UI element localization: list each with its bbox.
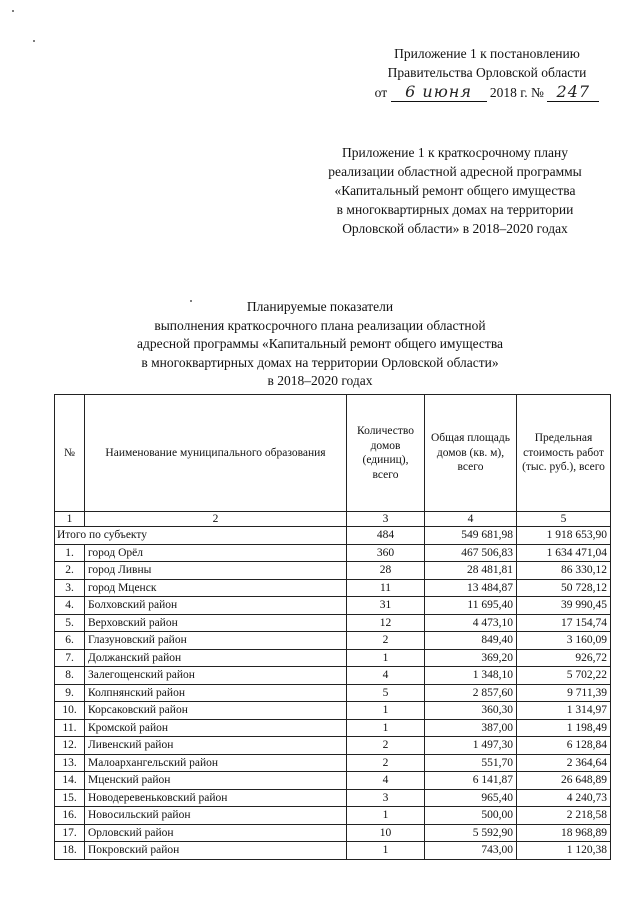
row-house-count: 360 <box>347 544 425 562</box>
row-max-cost: 1 314,97 <box>517 702 611 720</box>
row-house-count: 31 <box>347 597 425 615</box>
row-number: 3. <box>55 579 85 597</box>
row-number: 14. <box>55 772 85 790</box>
row-number: 16. <box>55 807 85 825</box>
row-municipality-name: Залегощенский район <box>85 667 347 685</box>
table-row <box>55 789 611 807</box>
row-max-cost: 926,72 <box>517 649 611 667</box>
row-number: 18. <box>55 842 85 860</box>
indicators-table <box>54 394 611 860</box>
handwritten-date: 6 июня <box>391 82 487 102</box>
table-row <box>55 544 611 562</box>
total-area: 549 681,98 <box>425 527 517 545</box>
table-row <box>55 597 611 615</box>
attachment-plan-line: Орловской области» в 2018–2020 годах <box>342 221 568 236</box>
table-row <box>55 719 611 737</box>
row-total-area: 551,70 <box>425 754 517 772</box>
table-row <box>55 667 611 685</box>
row-max-cost: 3 160,09 <box>517 632 611 650</box>
row-number: 2. <box>55 562 85 580</box>
row-number: 17. <box>55 824 85 842</box>
row-max-cost: 6 128,84 <box>517 737 611 755</box>
row-house-count: 2 <box>347 754 425 772</box>
row-house-count: 11 <box>347 579 425 597</box>
attachment-plan-line: в многоквартирных домах на территории <box>336 202 574 217</box>
row-municipality-name: Колпнянский район <box>85 684 347 702</box>
row-max-cost: 18 968,89 <box>517 824 611 842</box>
row-max-cost: 26 648,89 <box>517 772 611 790</box>
row-house-count: 1 <box>347 649 425 667</box>
table-row <box>55 614 611 632</box>
row-municipality-name: Мценский район <box>85 772 347 790</box>
row-max-cost: 5 702,22 <box>517 667 611 685</box>
table-row <box>55 632 611 650</box>
row-municipality-name: Верховский район <box>85 614 347 632</box>
total-row <box>55 527 611 545</box>
attachment-plan-block <box>305 143 605 238</box>
table-header-row <box>55 395 611 512</box>
table-row <box>55 842 611 860</box>
row-max-cost: 86 330,12 <box>517 562 611 580</box>
row-number: 10. <box>55 702 85 720</box>
row-house-count: 5 <box>347 684 425 702</box>
row-total-area: 4 473,10 <box>425 614 517 632</box>
row-total-area: 13 484,87 <box>425 579 517 597</box>
header-cost: Предельная стоимость работ (тыс. руб.), всего <box>517 395 611 512</box>
table-row <box>55 754 611 772</box>
row-municipality-name: город Ливны <box>85 562 347 580</box>
row-max-cost: 4 240,73 <box>517 789 611 807</box>
row-house-count: 28 <box>347 562 425 580</box>
title-line: адресной программы «Капитальный ремонт общего имущества <box>136 336 504 351</box>
row-total-area: 1 497,30 <box>425 737 517 755</box>
row-municipality-name: Кромской район <box>85 719 347 737</box>
row-total-area: 6 141,87 <box>425 772 517 790</box>
attachment-line-1: Приложение 1 к постановлению <box>394 46 580 61</box>
table-row <box>55 772 611 790</box>
title-line: выполнения краткосрочного плана реализации областной <box>154 317 486 333</box>
row-house-count: 2 <box>347 632 425 650</box>
row-municipality-name: город Орёл <box>85 544 347 562</box>
row-municipality-name: Должанский район <box>85 649 347 667</box>
row-total-area: 11 695,40 <box>425 597 517 615</box>
row-number: 13. <box>55 754 85 772</box>
title-line: в 2018–2020 годах <box>267 373 373 388</box>
row-municipality-name: Глазуновский район <box>85 632 347 650</box>
row-municipality-name: Ливенский район <box>85 737 347 755</box>
row-max-cost: 1 120,38 <box>517 842 611 860</box>
row-number: 8. <box>55 667 85 685</box>
table-row <box>55 562 611 580</box>
attachment-resolution-block <box>362 44 612 102</box>
row-total-area: 849,40 <box>425 632 517 650</box>
row-house-count: 2 <box>347 737 425 755</box>
row-municipality-name: Болховский район <box>85 597 347 615</box>
row-number: 4. <box>55 597 85 615</box>
row-total-area: 2 857,60 <box>425 684 517 702</box>
column-number: 4 <box>425 512 517 527</box>
table-row <box>55 737 611 755</box>
row-total-area: 467 506,83 <box>425 544 517 562</box>
table-row <box>55 684 611 702</box>
row-number: 6. <box>55 632 85 650</box>
row-total-area: 500,00 <box>425 807 517 825</box>
row-municipality-name: город Мценск <box>85 579 347 597</box>
column-numbers-row <box>55 512 611 527</box>
row-max-cost: 2 364,64 <box>517 754 611 772</box>
row-municipality-name: Покровский район <box>85 842 347 860</box>
header-area: Общая площадь домов (кв. м), всего <box>425 395 517 512</box>
row-house-count: 4 <box>347 772 425 790</box>
table-row <box>55 702 611 720</box>
title-line: Планируемые показатели <box>246 299 394 314</box>
scan-speck <box>12 10 14 12</box>
row-max-cost: 50 728,12 <box>517 579 611 597</box>
row-total-area: 28 481,81 <box>425 562 517 580</box>
total-cost: 1 918 653,90 <box>517 527 611 545</box>
table-row <box>55 824 611 842</box>
row-number: 12. <box>55 737 85 755</box>
row-max-cost: 17 154,74 <box>517 614 611 632</box>
row-number: 1. <box>55 544 85 562</box>
row-municipality-name: Орловский район <box>85 824 347 842</box>
column-number: 3 <box>347 512 425 527</box>
date-prefix: от <box>374 85 388 100</box>
attachment-date-line <box>362 82 612 102</box>
row-house-count: 4 <box>347 667 425 685</box>
row-house-count: 12 <box>347 614 425 632</box>
row-municipality-name: Новодеревеньковский район <box>85 789 347 807</box>
attachment-plan-line: Приложение 1 к краткосрочному плану <box>342 145 568 160</box>
row-total-area: 1 348,10 <box>425 667 517 685</box>
title-line: в многоквартирных домах на территории Орловской области» <box>141 354 499 370</box>
header-name: Наименование муниципального образования <box>85 395 347 512</box>
table-row <box>55 649 611 667</box>
document-title <box>110 298 530 391</box>
row-house-count: 1 <box>347 702 425 720</box>
row-max-cost: 1 634 471,04 <box>517 544 611 562</box>
row-number: 9. <box>55 684 85 702</box>
table-row <box>55 579 611 597</box>
row-municipality-name: Корсаковский район <box>85 702 347 720</box>
row-house-count: 1 <box>347 719 425 737</box>
row-municipality-name: Новосильский район <box>85 807 347 825</box>
row-total-area: 743,00 <box>425 842 517 860</box>
attachment-plan-line: реализации областной адресной программы <box>328 164 582 179</box>
row-total-area: 387,00 <box>425 719 517 737</box>
header-count: Количество домов (единиц), всего <box>347 395 425 512</box>
total-count: 484 <box>347 527 425 545</box>
row-number: 7. <box>55 649 85 667</box>
date-year: 2018 г. № <box>489 85 544 100</box>
column-number: 2 <box>85 512 347 527</box>
row-max-cost: 39 990,45 <box>517 597 611 615</box>
table-row <box>55 807 611 825</box>
row-total-area: 360,30 <box>425 702 517 720</box>
row-total-area: 369,20 <box>425 649 517 667</box>
row-municipality-name: Малоархангельский район <box>85 754 347 772</box>
attachment-line-2: Правительства Орловской области <box>387 65 587 80</box>
row-max-cost: 9 711,39 <box>517 684 611 702</box>
scan-speck <box>33 40 35 42</box>
row-max-cost: 1 198,49 <box>517 719 611 737</box>
row-house-count: 1 <box>347 842 425 860</box>
column-number: 5 <box>517 512 611 527</box>
column-number: 1 <box>55 512 85 527</box>
row-number: 15. <box>55 789 85 807</box>
row-house-count: 3 <box>347 789 425 807</box>
row-total-area: 965,40 <box>425 789 517 807</box>
attachment-plan-line: «Капитальный ремонт общего имущества <box>334 183 576 198</box>
header-num: № <box>55 395 85 512</box>
row-number: 5. <box>55 614 85 632</box>
row-house-count: 1 <box>347 807 425 825</box>
total-label: Итого по субъекту <box>55 527 347 545</box>
row-max-cost: 2 218,58 <box>517 807 611 825</box>
row-number: 11. <box>55 719 85 737</box>
handwritten-doc-number: 247 <box>547 82 599 102</box>
row-total-area: 5 592,90 <box>425 824 517 842</box>
row-house-count: 10 <box>347 824 425 842</box>
